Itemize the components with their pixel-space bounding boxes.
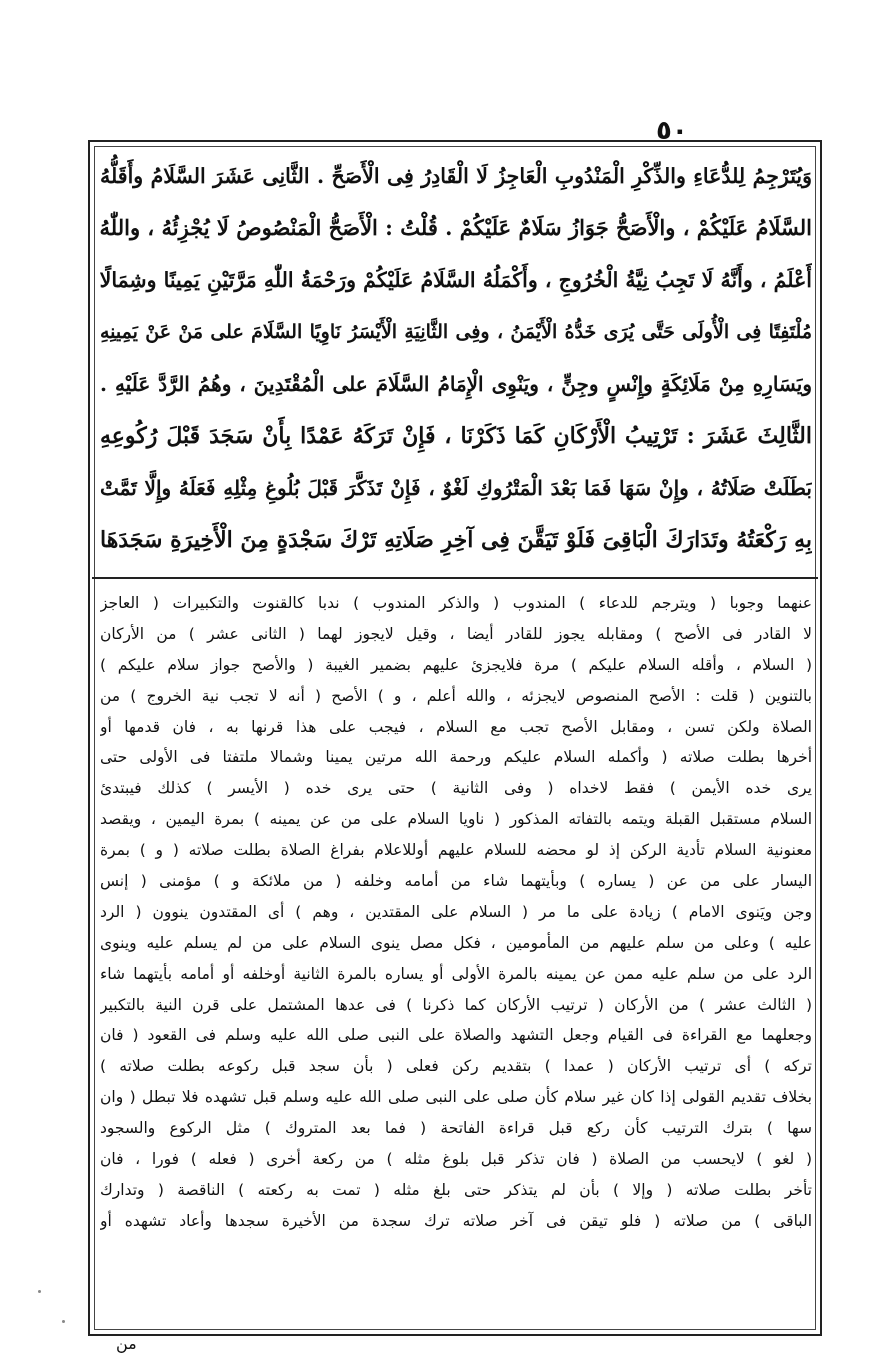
sharh-line: ( الثالث عشر ) من الأركان ( ترتيب الأركان كما ذكرنا ) فى عدها المشتمل على قرن النية بالتكبير (100, 995, 812, 1014)
sharh-line: ( السلام ، وأقله السلام عليكم ) مرة فلايجزئ عليهم بضمير الغيبة ( والأصح جواز سلام عليكم ) (100, 655, 812, 674)
sharh-line: الرد على من سلم عليه ممن عن يمينه بالمرة الأولى أو يساره بالمرة الثانية أوخلفه أو أمامه بأيتهما شاء (100, 964, 812, 983)
matn-line: مُلْتَفِتًا فِى الْأُولَى حَتَّى يُرَى خَدُّهُ الْأَيْمَنُ ، وفِى الثَّانِيَةِ الْأَيْسَرُ نَاوِيًا السَّلَامَ على مَنْ عَنْ يَمِينِهِ (100, 321, 812, 343)
section-divider (92, 577, 818, 579)
sharh-line: بالتنوين ( قلت : الأصح المنصوص لايجزئه ، والله أعلم ، و ) الأصح ( أنه لا تجب نية الخروج ) من (100, 686, 812, 705)
sharh-line: الباقى ) من صلاته ( فلو تيقن فى آخر صلاته ترك سجدة من الأخيرة سجدها وأعاد تشهده أو (100, 1211, 812, 1230)
sharh-line: الصلاة ولكن تسن ، ومقابل الأصح تجب مع السلام ، فيجب على هذا قرنها به ، فان قدمها أو (100, 717, 812, 736)
scan-speck (62, 1320, 65, 1323)
matn-line (100, 566, 812, 572)
matn-line: وَيُتَرْجِمُ لِلدُّعَاءِ والذِّكْرِ الْمَنْدُوبِ الْعَاجِزُ لَا الْقَادِرُ فِى الْأَصَحِّ . الثَّانِى عَشَرَ السَّلَامُ وأَقَلُّهُ (100, 164, 812, 188)
page-number: ٥٠ (656, 116, 688, 146)
sharh-line: ( لغو ) لايحسب من الصلاة ( فان تذكر قبل بلوغ مثله ) من ركعة أخرى ( فعله ) فورا ، فان (100, 1150, 812, 1169)
catchword: من (116, 1334, 137, 1353)
matn-line: بَطَلَتْ صَلَاتُهُ ، وإِنْ سَهَا فَمَا بَعْدَ الْمَتْرُوكِ لَغْوٌ ، فَإِنْ تَذَكَّرَ قَبْلَ بُلُوغِ مِثْلِهِ فَعَلَهُ وإِلَّا تَمَّتْ (100, 476, 812, 500)
matn-line: ويَسَارِهِ مِنْ مَلَائِكَةٍ وإِنْسٍ وجِنٍّ ، ويَنْوِى الْإِمَامُ السَّلَامَ على الْمُقْتَدِينَ ، وهُمُ الرَّدَّ عَلَيْهِ . (100, 372, 812, 396)
matn-line: الثَّالِثَ عَشَرَ : تَرْتِيبُ الْأَرْكَانِ كَمَا ذَكَرْنَا ، فَإِنْ تَرَكَهُ عَمْدًا بِأَنْ سَجَدَ قَبْلَ رُكُوعِهِ (100, 423, 812, 449)
matn-line: السَّلَامُ عَلَيْكُمْ ، والْأَصَحُّ جَوَازُ سَلَامٌ عَلَيْكُمْ . قُلْتُ : الْأَصَحُّ الْمَنْصُوصُ لَا يُجْزِئُهُ ، واللّٰهُ (100, 215, 812, 240)
sharh-line: وجن ويَنوى الامام ) زيادة على ما مر ( السلام على المقتدين ، وهم ) أى المقتدون ينوون ( الرد (100, 902, 812, 921)
sharh-line: عنهما وجوبا ( ويترجم للدعاء ) المندوب ( والذكر المندوب ) ندبا كالقنوت والتكبيرات ( العاجز (100, 594, 812, 612)
sharh-line: عليه ) وعلى من سلم عليهم من المأمومين ، فكل مصل ينوى السلام على من لم يسلم عليه وينوى (100, 933, 812, 952)
matn-line: بِهِ رَكْعَتُهُ وتَدَارَكَ الْبَاقِىَ فَلَوْ تَيَقَّنَ فِى آخِرِ صَلَاتِهِ تَرْكَ سَجْدَةٍ مِنَ الْأَخِيرَةِ سَجَدَهَا (100, 527, 812, 553)
sharh-line: سها ) بترك الترتيب كأن ركع قبل قراءة الفاتحة ( فما بعد المتروك ) مثل الركوع والسجود (100, 1119, 812, 1138)
sharh-line: تأخر بطلت صلاته ( وإلا ) بأن لم يتذكر حتى بلغ مثله ( تمت به ركعته ) الناقصة ( وتدارك (100, 1180, 812, 1199)
sharh-text-block (100, 588, 812, 1330)
sharh-line: اليسار على من عن ( يساره ) وبأيتهما شاء من أمامه وخلفه ( من ملائكة و ) مؤمنى ( إنس (100, 872, 812, 891)
matn-text-block (100, 150, 812, 572)
sharh-line: بخلاف تقديم القولى إذا كان غير سلام كأن صلى على النبى صلى الله عليه وسلم قبل تشهده فلا تبطل ( وان (100, 1088, 812, 1107)
matn-line: أَعْلَمُ ، وأَنَّهُ لَا تَجِبُ نِيَّةُ الْخُرُوجِ ، وأَكْمَلُهُ السَّلَامُ عَلَيْكُمْ ورَحْمَةُ اللّٰهِ مَرَّتَيْنِ يَمِينًا وشِمَالًا (100, 268, 812, 292)
sharh-line: تركه ) أى ترتيب الأركان ( عمدا ) بتقديم ركن فعلى ( بأن سجد قبل ركوعه بطلت صلاته ) (100, 1057, 812, 1076)
scan-speck (38, 1290, 41, 1293)
sharh-line: السلام مستقبل القبلة ويتمه بالتفاته المذكور ( ناويا السلام على من عن يمينه ) بمرة اليمين ، ويقصد (100, 810, 812, 829)
sharh-line: وجعلهما مع القراءة فى القيام وجعل التشهد والصلاة على النبى صلى الله عليه وسلم فى القعود ( فان (100, 1026, 812, 1045)
sharh-line: معنونية السلام تأدية الركن إذ لو محضه للسلام عليهم أوللاعلام بفراغ الصلاة بطلت صلاته ( و ) بمرة (100, 841, 812, 860)
sharh-line: أخرها بطلت صلاته ( وأكمله السلام عليكم ورحمة الله مرتين يمينا وشمالا ملتفتا فى الأولى حتى (100, 748, 812, 767)
sharh-line: لا القادر فى الأصح ) ومقابله يجوز للقادر أيضا ، وقيل لايجوز لهما ( الثانى عشر ) من الأركان (100, 624, 812, 643)
sharh-line: يرى خده الأيمن ) فقط لاخداه ( وفى الثانية ) حتى يرى خده ( الأيسر ) كذلك فيبتدئ (100, 779, 812, 798)
